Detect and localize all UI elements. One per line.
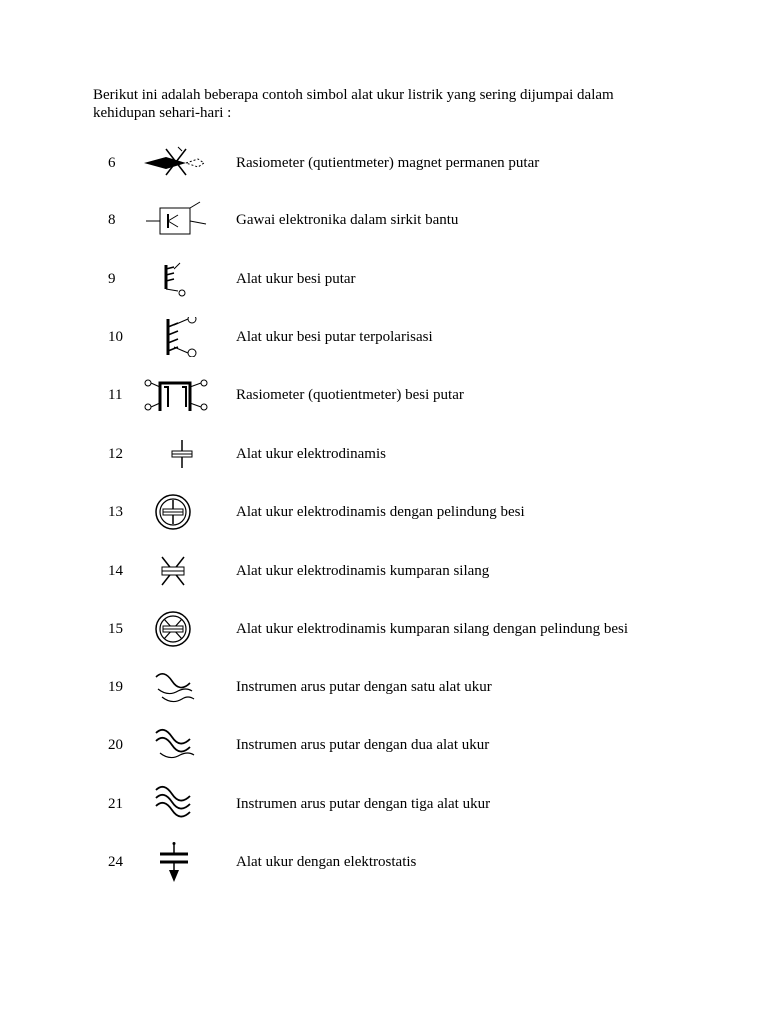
symbol-description: Instrumen arus putar dengan tiga alat ukur: [236, 796, 491, 812]
symbol-description: Instrumen arus putar dengan dua alat ukur: [236, 737, 490, 753]
symbol-number: 19: [108, 679, 123, 695]
symbol-number: 11: [108, 387, 123, 403]
symbol-description: Rasiometer (quotientmeter) besi putar: [236, 387, 464, 403]
symbol-description: Alat ukur elektrodinamis dengan pelindung besi: [236, 504, 525, 520]
electrostatic-icon: [138, 842, 214, 882]
symbol-row: [0, 551, 768, 591]
symbol-row: [0, 317, 768, 357]
electrodynamic-icon: [138, 434, 214, 474]
shielded-crossed-coil-icon: [138, 609, 214, 649]
moving-iron-icon: [138, 259, 214, 299]
symbol-row: [0, 667, 768, 707]
symbol-row: [0, 492, 768, 532]
symbol-description: Alat ukur besi putar: [236, 271, 356, 287]
double-ac-wave-icon: [138, 725, 214, 765]
symbol-number: 8: [108, 212, 116, 228]
symbol-number: 13: [108, 504, 123, 520]
single-ac-wave-icon: [138, 667, 214, 707]
symbol-description: Alat ukur elektrodinamis: [236, 446, 386, 462]
symbol-description: Alat ukur besi putar terpolarisasi: [236, 329, 433, 345]
crossed-coil-electrodynamic-icon: [138, 551, 214, 591]
symbol-description: Instrumen arus putar dengan satu alat ukur: [236, 679, 492, 695]
symbol-number: 6: [108, 155, 116, 171]
intro-line-2: kehidupan sehari-hari :: [93, 105, 232, 121]
polarized-moving-iron-icon: [138, 317, 214, 357]
symbol-description: Gawai elektronika dalam sirkit bantu: [236, 212, 459, 228]
symbol-row: [0, 784, 768, 824]
symbol-number: 10: [108, 329, 123, 345]
symbol-number: 24: [108, 854, 123, 870]
symbol-row: [0, 143, 768, 183]
symbol-number: 21: [108, 796, 123, 812]
symbol-number: 20: [108, 737, 123, 753]
symbol-description: Alat ukur dengan elektrostatis: [236, 854, 417, 870]
shielded-electrodynamic-icon: [138, 492, 214, 532]
moving-iron-ratiometer-icon: [138, 375, 214, 415]
symbol-row: [0, 375, 768, 415]
symbol-row: [0, 609, 768, 649]
intro-paragraph: [93, 86, 693, 122]
symbol-number: 14: [108, 563, 123, 579]
symbol-row: [0, 842, 768, 882]
electronic-device-icon: [138, 200, 214, 240]
symbol-row: [0, 434, 768, 474]
symbol-number: 15: [108, 621, 123, 637]
triple-ac-wave-icon: [138, 784, 214, 824]
symbol-row: [0, 200, 768, 240]
symbol-description: Rasiometer (qutientmeter) magnet permanen putar: [236, 155, 540, 171]
permanent-magnet-ratiometer-icon: [138, 143, 214, 183]
symbol-number: 12: [108, 446, 123, 462]
intro-line-1: Berikut ini adalah beberapa contoh simbol alat ukur listrik yang sering dijumpai dalam: [93, 87, 614, 103]
symbol-row: [0, 259, 768, 299]
symbol-description: Alat ukur elektrodinamis kumparan silang: [236, 563, 490, 579]
symbol-number: 9: [108, 271, 116, 287]
symbol-description: Alat ukur elektrodinamis kumparan silang dengan pelindung besi: [236, 621, 628, 637]
symbol-row: [0, 725, 768, 765]
